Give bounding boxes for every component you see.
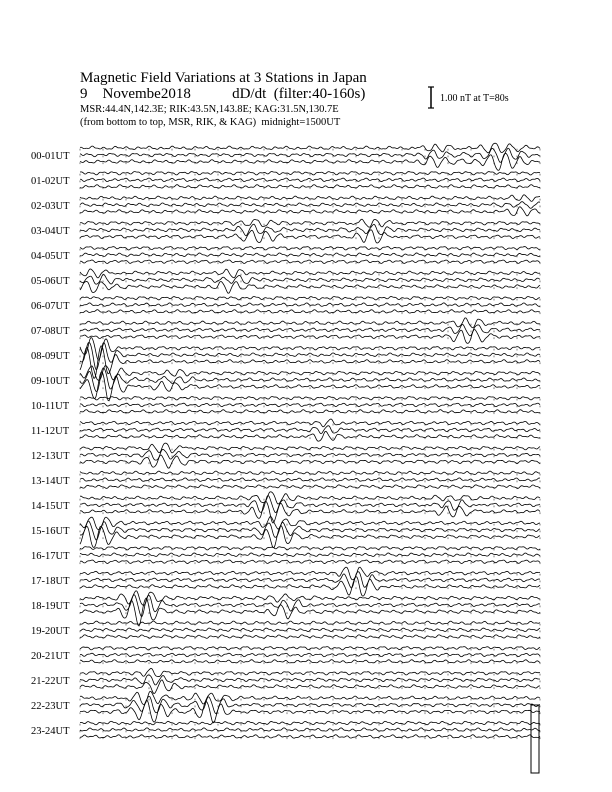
trace-ticks	[80, 174, 540, 176]
row-label: 04-05UT	[31, 251, 70, 262]
trace-ticks	[80, 212, 540, 214]
trace-ticks	[80, 224, 540, 226]
row-label: 09-10UT	[31, 376, 70, 387]
trace-ticks	[80, 281, 540, 283]
row-label: 10-11UT	[31, 401, 70, 412]
filter-label: (filter:40-160s)	[273, 86, 366, 102]
trace-ticks	[80, 731, 540, 733]
trace-ticks	[80, 699, 540, 701]
trace-msr	[80, 431, 540, 441]
trace-kag	[80, 269, 540, 278]
row-label: 12-13UT	[31, 451, 70, 462]
trace-ticks	[80, 306, 540, 308]
trace-kag	[80, 366, 540, 381]
row-label: 14-15UT	[31, 501, 70, 512]
trace-ticks	[80, 662, 540, 664]
row-label: 18-19UT	[31, 601, 70, 612]
row-label: 17-18UT	[31, 576, 70, 587]
trace-ticks	[80, 349, 540, 351]
station-coords: MSR:44.4N,142.3E; RIK:43.5N,143.8E; KAG:31.5N,130.7E	[80, 104, 339, 115]
trace-ticks	[80, 612, 540, 614]
row-label: 06-07UT	[31, 301, 70, 312]
trace-ticks	[80, 556, 540, 558]
trace-rik	[80, 274, 540, 284]
trace-ticks	[80, 399, 540, 401]
trace-ticks	[80, 231, 540, 233]
trace-ticks	[80, 587, 540, 589]
trace-ticks	[80, 181, 540, 183]
quantity-label: dD/dt	[232, 86, 267, 102]
trace-kag	[80, 219, 540, 227]
trace-ticks	[80, 681, 540, 683]
trace-kag	[80, 318, 540, 328]
trace-ticks	[80, 262, 540, 264]
trace-ticks	[80, 456, 540, 458]
row-label: 16-17UT	[31, 551, 70, 562]
trace-ticks	[80, 687, 540, 689]
trace-ticks	[80, 724, 540, 726]
trace-rik	[80, 426, 540, 434]
trace-kag	[80, 143, 540, 153]
date-year: 2018	[160, 86, 191, 102]
trace-kag	[80, 567, 540, 580]
trace-msr	[80, 372, 540, 401]
row-label: 23-24UT	[31, 726, 70, 737]
row-label: 05-06UT	[31, 276, 70, 287]
trace-ticks	[80, 437, 540, 439]
trace-ticks	[80, 237, 540, 239]
row-label: 15-16UT	[31, 526, 70, 537]
row-label: 21-22UT	[31, 676, 70, 687]
row-label: 07-08UT	[31, 326, 70, 337]
trace-ticks	[80, 537, 540, 539]
row-label: 08-09UT	[31, 351, 70, 362]
trace-kag	[80, 591, 540, 606]
station-order: (from bottom to top, MSR, RIK, & KAG)	[80, 117, 257, 128]
trace-ticks	[80, 562, 540, 564]
row-label: 19-20UT	[31, 626, 70, 637]
row-label: 03-04UT	[31, 226, 70, 237]
trace-ticks	[80, 481, 540, 483]
date-month: Novembe	[102, 86, 161, 102]
row-label: 22-23UT	[31, 701, 70, 712]
trace-kag	[80, 691, 540, 704]
trace-ticks	[80, 656, 540, 658]
trace-kag	[80, 443, 540, 453]
trace-ticks	[80, 581, 540, 583]
end-marker	[531, 705, 539, 773]
trace-ticks	[80, 356, 540, 358]
row-label: 13-14UT	[31, 476, 70, 487]
trace-ticks	[80, 574, 540, 576]
trace-msr	[80, 207, 540, 216]
trace-kag	[80, 492, 540, 504]
trace-ticks	[80, 149, 540, 151]
trace-ticks	[80, 712, 540, 714]
trace-ticks	[80, 362, 540, 364]
row-label: 20-21UT	[31, 651, 70, 662]
midnight-note: midnight=1500UT	[261, 117, 341, 128]
row-label: 01-02UT	[31, 176, 70, 187]
trace-ticks	[80, 331, 540, 333]
date-day: 9	[80, 86, 88, 102]
chart-title: Magnetic Field Variations at 3 Stations in Japan	[80, 70, 367, 86]
row-label: 00-01UT	[31, 151, 70, 162]
trace-msr	[80, 281, 540, 293]
trace-kag	[80, 419, 540, 427]
trace-rik	[80, 202, 540, 209]
trace-rik	[80, 675, 540, 685]
trace-ticks	[80, 387, 540, 389]
trace-ticks	[80, 737, 540, 739]
row-label: 11-12UT	[31, 426, 70, 437]
trace-msr	[80, 598, 540, 626]
trace-kag	[80, 517, 540, 530]
trace-ticks	[80, 324, 540, 326]
row-label: 02-03UT	[31, 201, 70, 212]
trace-rik	[80, 224, 540, 236]
scale-label: 1.00 nT at T=80s	[440, 93, 509, 104]
trace-ticks	[80, 299, 540, 301]
